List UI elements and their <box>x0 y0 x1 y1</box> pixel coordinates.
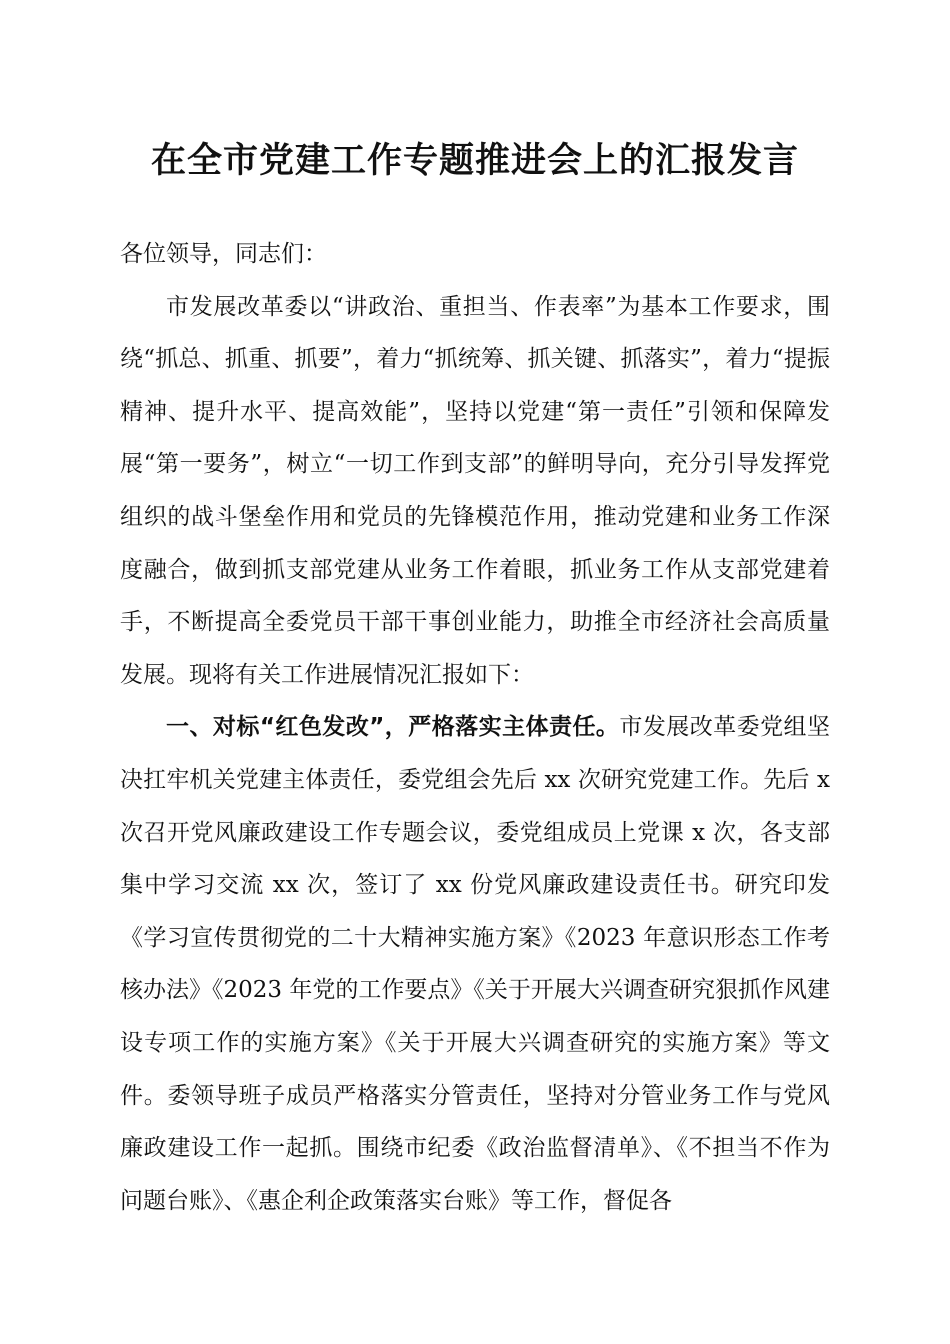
section-1-heading: 一、对标“红色发改”，严格落实主体责任。 <box>166 714 620 741</box>
intro-paragraph: 市发展改革委以“讲政治、重担当、作表率”为基本工作要求，围绕“抓总、抓重、抓要”，着力“抓统筹、抓关键、抓落实”，着力“提振精神、提升水平、提高效能”，坚持以党建“第一责任”引领和保障发展“第一要务”，树立“一切工作到支部”的鲜明导向，充分引导发挥党组织的战斗堡垒作用和党员的先锋模范作用，推动党建和业务工作深度融合，做到抓支部党建从业务工作着眼，抓业务工作从支部党建着手，不断提高全委党员干部干事创业能力，助推全市经济社会高质量发展。现将有关工作进展情况汇报如下： <box>120 293 830 688</box>
salutation: 各位领导，同志们： <box>120 241 327 267</box>
section-1-body: 市发展改革委党组坚决扛牢机关党建主体责任，委党组会先后 xx 次研究党建工作。先后 x 次召开党风廉政建设工作专题会议，委党组成员上党课 x 次，各支部集中学习交流 xx 次，签订了 xx 份党风廉政建设责任书。研究印发《学习宣传贯彻党的二十大精神实施方案》《2023 年意识形态工作考核办法》《2023 年党的工作要点》《关于开展大兴调查研究狠抓作风建设专项工作的实施方案》《关于开展大兴调查研究的实施方案》等文件。委领导班子成员严格落实分管责任，坚持对分管业务工作与党风廉政建设工作一起抓。围绕市纪委《政治监督清单》、《不担当不作为问题台账》、《惠企利企政策落实台账》等工作，督促各 <box>120 714 831 1214</box>
document-title: 在全市党建工作专题推进会上的汇报发言 <box>150 140 799 181</box>
section-1-paragraph <box>120 701 830 1227</box>
document-body <box>120 228 830 1227</box>
